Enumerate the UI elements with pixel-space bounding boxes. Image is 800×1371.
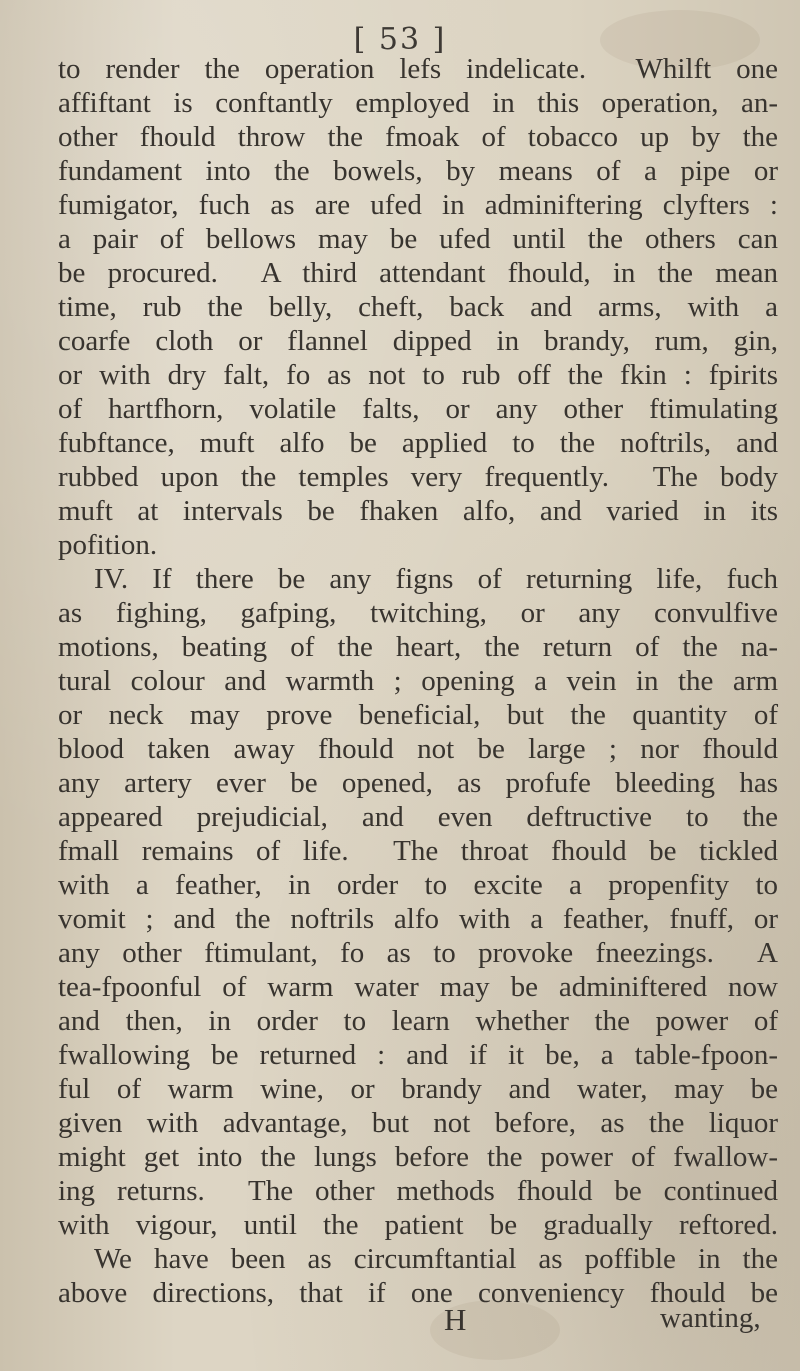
- section-heading-line: IV. If there be any figns of returning life, fuch: [94, 563, 778, 595]
- text-line: a pair of bellows may be ufed until the others can: [58, 223, 778, 255]
- text-line: of hartfhorn, volatile falts, or any other ftimulating: [58, 393, 778, 425]
- text-line: tural colour and warmth ; opening a vein in the arm: [58, 665, 778, 697]
- text-line: might get into the lungs before the power of fwallow-: [58, 1141, 778, 1173]
- text-line: or neck may prove beneficial, but the quantity of: [58, 699, 778, 731]
- text-line: fwallowing be returned : and if it be, a table-fpoon-: [58, 1039, 778, 1071]
- text-line: pofition.: [58, 529, 158, 561]
- text-line: and then, in order to learn whether the power of: [58, 1005, 778, 1037]
- text-line: tea-fpoonful of warm water may be adminiftered now: [58, 971, 778, 1003]
- text-line: fmall remains of life. The throat fhould be tickled: [58, 835, 778, 867]
- text-line: time, rub the belly, cheft, back and arms, with a: [58, 291, 778, 323]
- text-line: with vigour, until the patient be gradually reftored.: [58, 1209, 778, 1241]
- text-line: coarfe cloth or flannel dipped in brandy, rum, gin,: [58, 325, 778, 357]
- text-line: or with dry falt, fo as not to rub off the fkin : fpirits: [58, 359, 778, 391]
- text-line: motions, beating of the heart, the return of the na-: [58, 631, 778, 663]
- text-line: fundament into the bowels, by means of a pipe or: [58, 155, 778, 187]
- text-line: rubbed upon the temples very frequently. The body: [58, 461, 778, 493]
- page-footer: [0, 1302, 800, 1342]
- text-line: be procured. A third attendant fhould, in the mean: [58, 257, 778, 289]
- text-line: any artery ever be opened, as profufe bleeding has: [58, 767, 778, 799]
- text-line: vomit ; and the noftrils alfo with a feather, fnuff, or: [58, 903, 778, 935]
- text-line: appeared prejudicial, and even deftructive to the: [58, 801, 778, 833]
- text-line: any other ftimulant, fo as to provoke fneezings. A: [58, 937, 778, 969]
- body-text: [58, 52, 778, 1310]
- catchword: wanting,: [660, 1302, 761, 1334]
- text-line: as fighing, gafping, twitching, or any convulfive: [58, 597, 778, 629]
- text-line: affiftant is conftantly employed in this operation, an-: [58, 87, 778, 119]
- text-line: with a feather, in order to excite a propenfity to: [58, 869, 778, 901]
- text-line: other fhould throw the fmoak of tobacco up by the: [58, 121, 778, 153]
- text-line: fumigator, fuch as are ufed in adminiftering clyfters :: [58, 189, 778, 221]
- text-line: above directions, that if one conveniency fhould be: [58, 1277, 778, 1309]
- text-line: muft at intervals be fhaken alfo, and varied in its: [58, 495, 778, 527]
- text-line: fubftance, muft alfo be applied to the noftrils, and: [58, 427, 778, 459]
- text-line: ing returns. The other methods fhould be continued: [58, 1175, 778, 1207]
- text-line: to render the operation lefs indelicate. Whilft one: [58, 53, 778, 85]
- text-line: blood taken away fhould not be large ; nor fhould: [58, 733, 778, 765]
- page-number-header: [ 53 ]: [353, 22, 447, 57]
- text-line: given with advantage, but not before, as the liquor: [58, 1107, 778, 1139]
- text-line: ful of warm wine, or brandy and water, may be: [58, 1073, 778, 1105]
- text-line: We have been as circumftantial as poffible in the: [94, 1243, 778, 1275]
- signature-mark: H: [444, 1302, 467, 1337]
